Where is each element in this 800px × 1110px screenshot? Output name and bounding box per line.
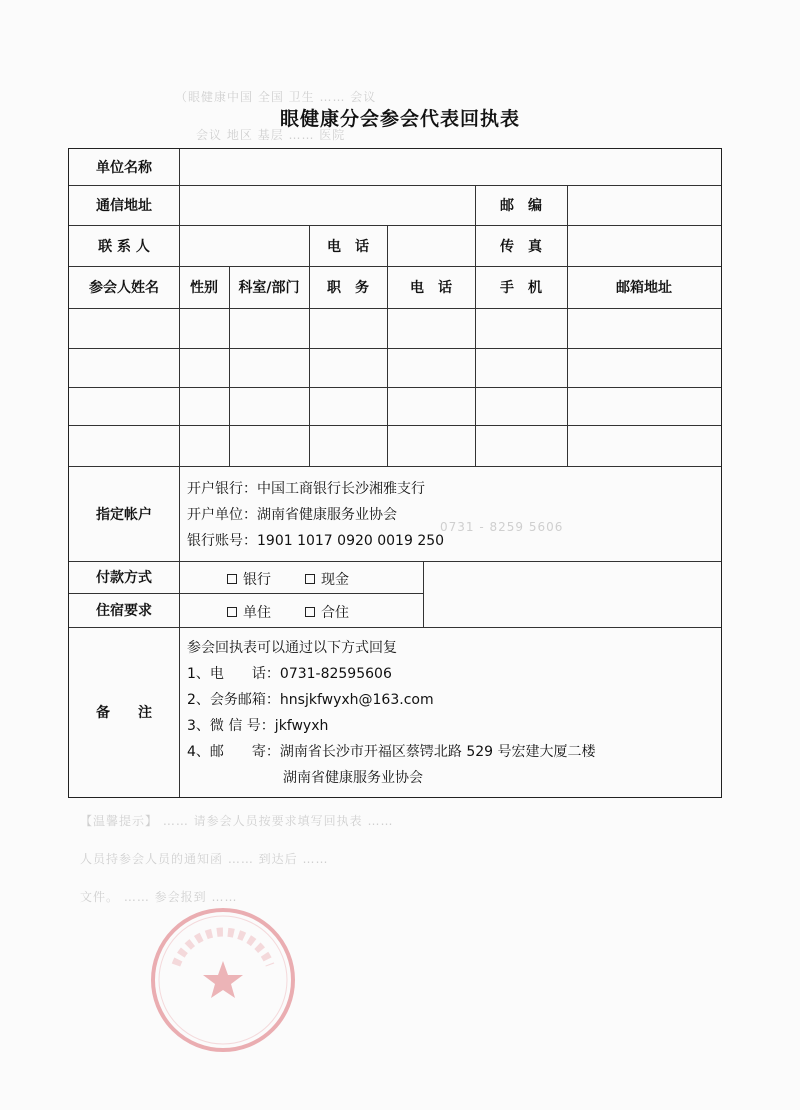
remarks-mail-recipient: 湖南省健康服务业协会 — [283, 770, 423, 786]
bleedthrough-text: 会议 地区 基层 …… 医院 — [170, 128, 346, 142]
bleedthrough-text: 人员持参会人员的通知函 …… 到达后 …… — [80, 852, 329, 866]
account-label: 指定帐户 — [96, 506, 152, 523]
lodging-option-single[interactable]: 单住 — [227, 602, 271, 622]
unit-name-label: 单位名称 — [96, 160, 152, 176]
payment-option-bank[interactable]: 银行 — [227, 569, 271, 589]
account-number: 银行账号：1901 1017 0920 0019 250 — [187, 533, 445, 549]
account-unit: 开户单位：湖南省健康服务业协会 — [187, 507, 397, 523]
contact-label: 联 系 人 — [98, 238, 150, 255]
header-gender: 性别 — [190, 280, 218, 296]
lodging-label: 住宿要求 — [96, 603, 152, 619]
remarks-mail: 4、邮 寄：湖南省长沙市开福区蔡锷北路 529 号宏建大厦二楼 — [187, 744, 596, 760]
receipt-form — [68, 148, 722, 798]
lodging-option-shared[interactable]: 合住 — [305, 602, 349, 622]
header-phone: 电 话 — [410, 280, 452, 296]
checkbox-icon — [227, 607, 237, 617]
bleedthrough-text: 文件。 …… 参会报到 …… — [80, 890, 238, 904]
remarks-label: 备 注 — [96, 705, 152, 721]
bleedthrough-text: （眼健康中国 全国 卫生 …… 会议 — [175, 90, 377, 104]
remarks-email: 2、会务邮箱：hnsjkfwyxh@163.com — [187, 692, 434, 708]
page-title: 眼健康分会参会代表回执表 — [279, 108, 520, 130]
checkbox-icon — [305, 607, 315, 617]
postcode-label: 邮 编 — [500, 198, 542, 214]
remarks-intro: 参会回执表可以通过以下方式回复 — [187, 640, 397, 656]
checkbox-icon — [305, 574, 315, 584]
payment-label: 付款方式 — [96, 570, 152, 586]
phone-label: 电 话 — [327, 238, 369, 255]
header-email: 邮箱地址 — [616, 280, 672, 296]
header-name: 参会人姓名 — [89, 280, 159, 296]
header-department: 科室/部门 — [238, 280, 300, 296]
bleedthrough-text: 【温馨提示】 …… 请参会人员按要求填写回执表 …… — [80, 814, 394, 828]
remarks-phone: 1、电 话：0731-82595606 — [187, 666, 392, 682]
checkbox-icon — [227, 574, 237, 584]
header-position: 职 务 — [327, 280, 369, 296]
header-mobile: 手 机 — [500, 280, 542, 296]
official-seal-stamp — [148, 905, 298, 1055]
payment-option-cash[interactable]: 现金 — [305, 569, 349, 589]
fax-label: 传 真 — [500, 238, 542, 255]
address-label: 通信地址 — [96, 198, 152, 214]
account-bank: 开户银行：中国工商银行长沙湘雅支行 — [187, 481, 425, 497]
bleedthrough-text: 0731 - 8259 5606 — [440, 520, 564, 534]
remarks-wechat: 3、微 信 号：jkfwyxh — [187, 718, 329, 734]
